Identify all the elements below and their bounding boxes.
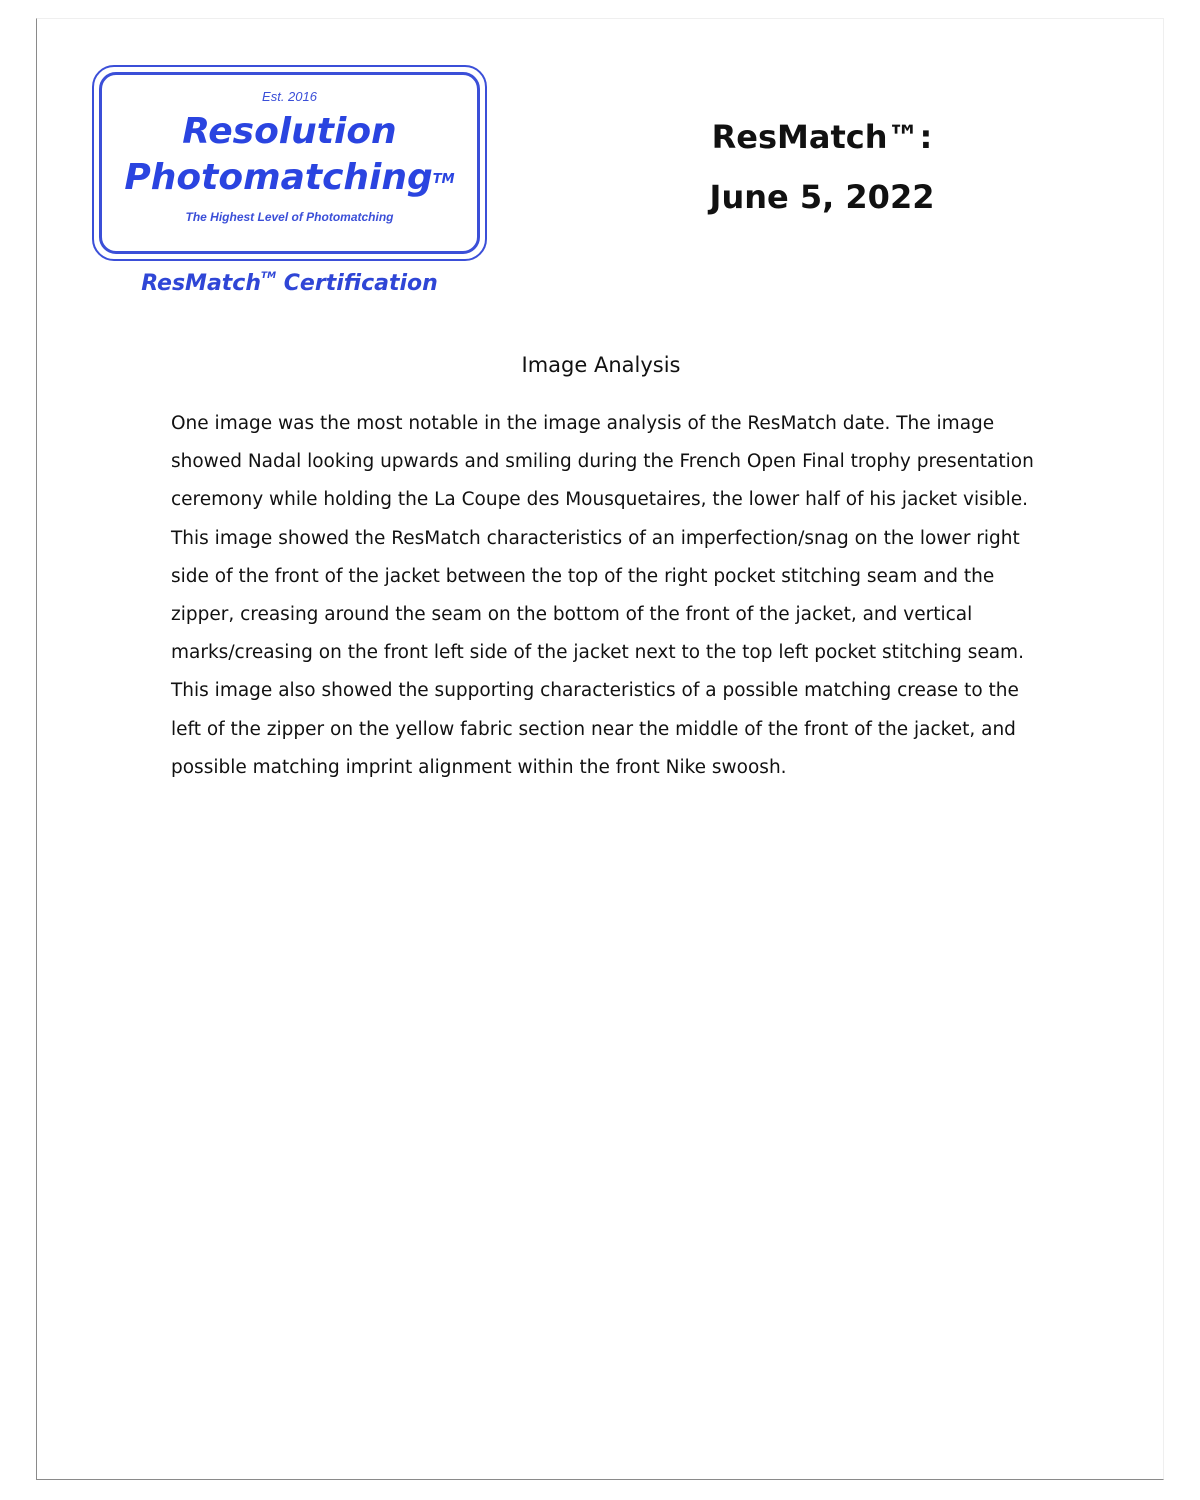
- logo-established: Est. 2016: [262, 89, 317, 104]
- certification-label: [92, 271, 487, 296]
- logo-trademark: TM: [432, 172, 455, 187]
- logo-inner-frame: [99, 72, 480, 254]
- resolution-photomatching-logo: [92, 65, 487, 261]
- logo-tagline: The Highest Level of Photomatching: [185, 210, 394, 224]
- certification-trademark: TM: [261, 271, 277, 281]
- document-page: [36, 18, 1164, 1480]
- section-heading: Image Analysis: [521, 353, 681, 377]
- document-title-line1: ResMatch™:: [711, 118, 933, 156]
- document-title: [647, 107, 997, 227]
- logo-name-line1: Resolution: [182, 111, 397, 152]
- analysis-paragraph: One image was the most notable in the image analysis of the ResMatch date. The image showed Nadal looking upwards and smiling during the French Open Final trophy presentation ceremony while holding the La Coupe des Mousquetaires, the lower half of his jacket visible. This image showed the ResMatch characteristics of an imperfection/snag on the lower right side of the front of the jacket between the top of the right pocket stitching seam and the zipper, creasing around the seam on the bottom of the front of the jacket, and vertical marks/creasing on the front left side of the jacket next to the top left pocket stitching seam. This image also showed the supporting characteristics of a possible matching crease to the left of the zipper on the yellow fabric section near the middle of the front of the jacket, and possible matching imprint alignment within the front Nike swoosh.: [171, 413, 1034, 778]
- certification-name: ResMatch: [141, 271, 262, 296]
- logo-name-line2: [102, 154, 477, 202]
- logo-name-line2-text: Photomatching: [124, 157, 433, 198]
- document-title-date: June 5, 2022: [709, 178, 935, 216]
- certification-suffix: Certification: [276, 271, 438, 296]
